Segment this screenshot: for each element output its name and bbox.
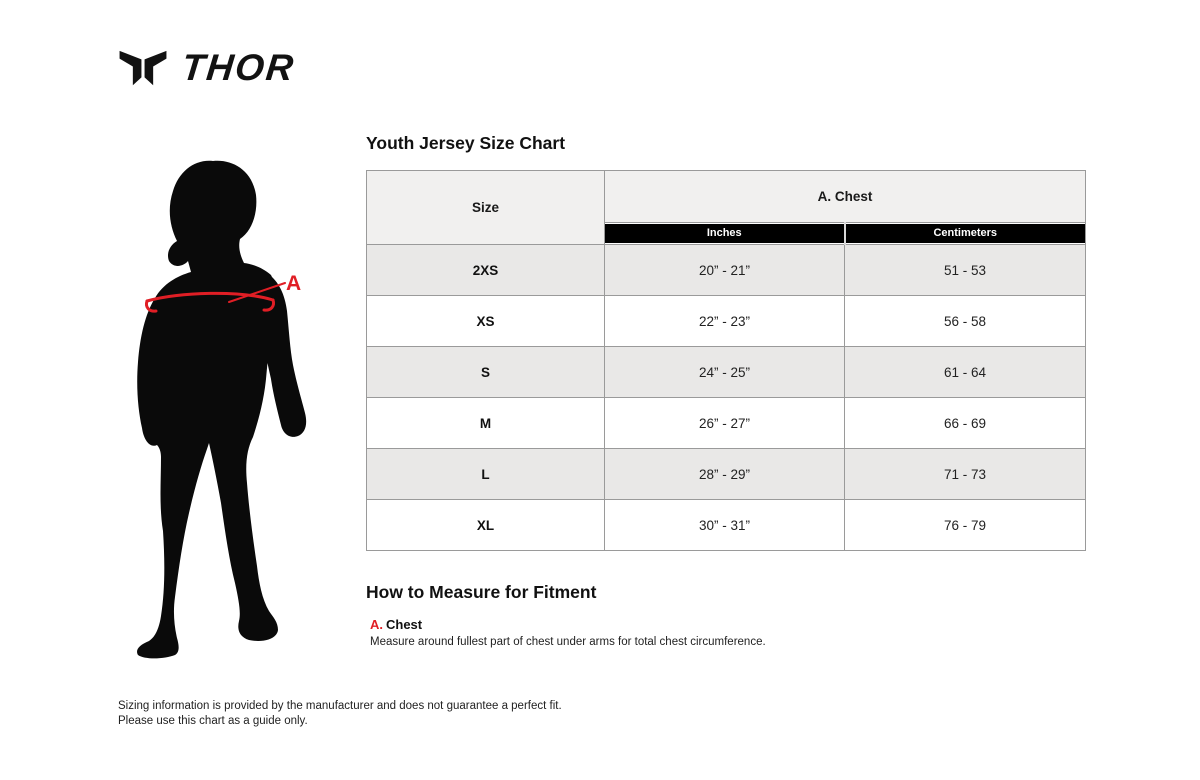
chest-measure-label: A bbox=[286, 272, 302, 295]
unit-header-centimeters: Centimeters bbox=[846, 224, 1086, 243]
table-row bbox=[367, 398, 1086, 449]
size-value: S bbox=[367, 347, 605, 398]
measure-item-description: Measure around fullest part of chest under arms for total chest circumference. bbox=[370, 636, 766, 648]
brand-wordmark: THOR bbox=[179, 47, 298, 88]
how-to-measure-title: How to Measure for Fitment bbox=[366, 582, 597, 602]
size-value: L bbox=[367, 449, 605, 500]
centimeters-value: 71 - 73 bbox=[845, 449, 1086, 500]
centimeters-value: 51 - 53 bbox=[845, 245, 1086, 296]
sizing-disclaimer bbox=[118, 699, 562, 729]
measure-item-name: Chest bbox=[386, 617, 423, 632]
size-value: 2XS bbox=[367, 245, 605, 296]
size-value: M bbox=[367, 398, 605, 449]
child-silhouette-icon bbox=[125, 150, 310, 662]
page-title: Youth Jersey Size Chart bbox=[366, 133, 566, 153]
inches-value: 20” - 21” bbox=[605, 245, 845, 296]
disclaimer-line-2: Please use this chart as a guide only. bbox=[118, 715, 308, 727]
inches-value: 22” - 23” bbox=[605, 296, 845, 347]
measure-item-chest bbox=[370, 617, 766, 648]
table-row bbox=[367, 500, 1086, 551]
table-row bbox=[367, 245, 1086, 296]
table-row bbox=[367, 347, 1086, 398]
centimeters-value: 66 - 69 bbox=[845, 398, 1086, 449]
column-header-chest: A. Chest bbox=[605, 171, 1086, 223]
table-row bbox=[367, 449, 1086, 500]
size-value: XS bbox=[367, 296, 605, 347]
table-row bbox=[367, 296, 1086, 347]
centimeters-value: 76 - 79 bbox=[845, 500, 1086, 551]
unit-header-inches: Inches bbox=[605, 224, 844, 243]
column-header-size: Size bbox=[367, 171, 605, 245]
size-value: XL bbox=[367, 500, 605, 551]
thor-horns-icon bbox=[118, 44, 168, 92]
inches-value: 28” - 29” bbox=[605, 449, 845, 500]
centimeters-value: 56 - 58 bbox=[845, 296, 1086, 347]
table-header-row bbox=[367, 171, 1086, 223]
centimeters-value: 61 - 64 bbox=[845, 347, 1086, 398]
inches-value: 26” - 27” bbox=[605, 398, 845, 449]
size-chart-table bbox=[366, 170, 1086, 551]
measurement-figure bbox=[125, 150, 310, 662]
brand-logo bbox=[118, 44, 298, 92]
inches-value: 30” - 31” bbox=[605, 500, 845, 551]
disclaimer-line-1: Sizing information is provided by the manufacturer and does not guarantee a perfect fit. bbox=[118, 700, 562, 712]
measure-item-letter: A. bbox=[370, 617, 383, 632]
inches-value: 24” - 25” bbox=[605, 347, 845, 398]
